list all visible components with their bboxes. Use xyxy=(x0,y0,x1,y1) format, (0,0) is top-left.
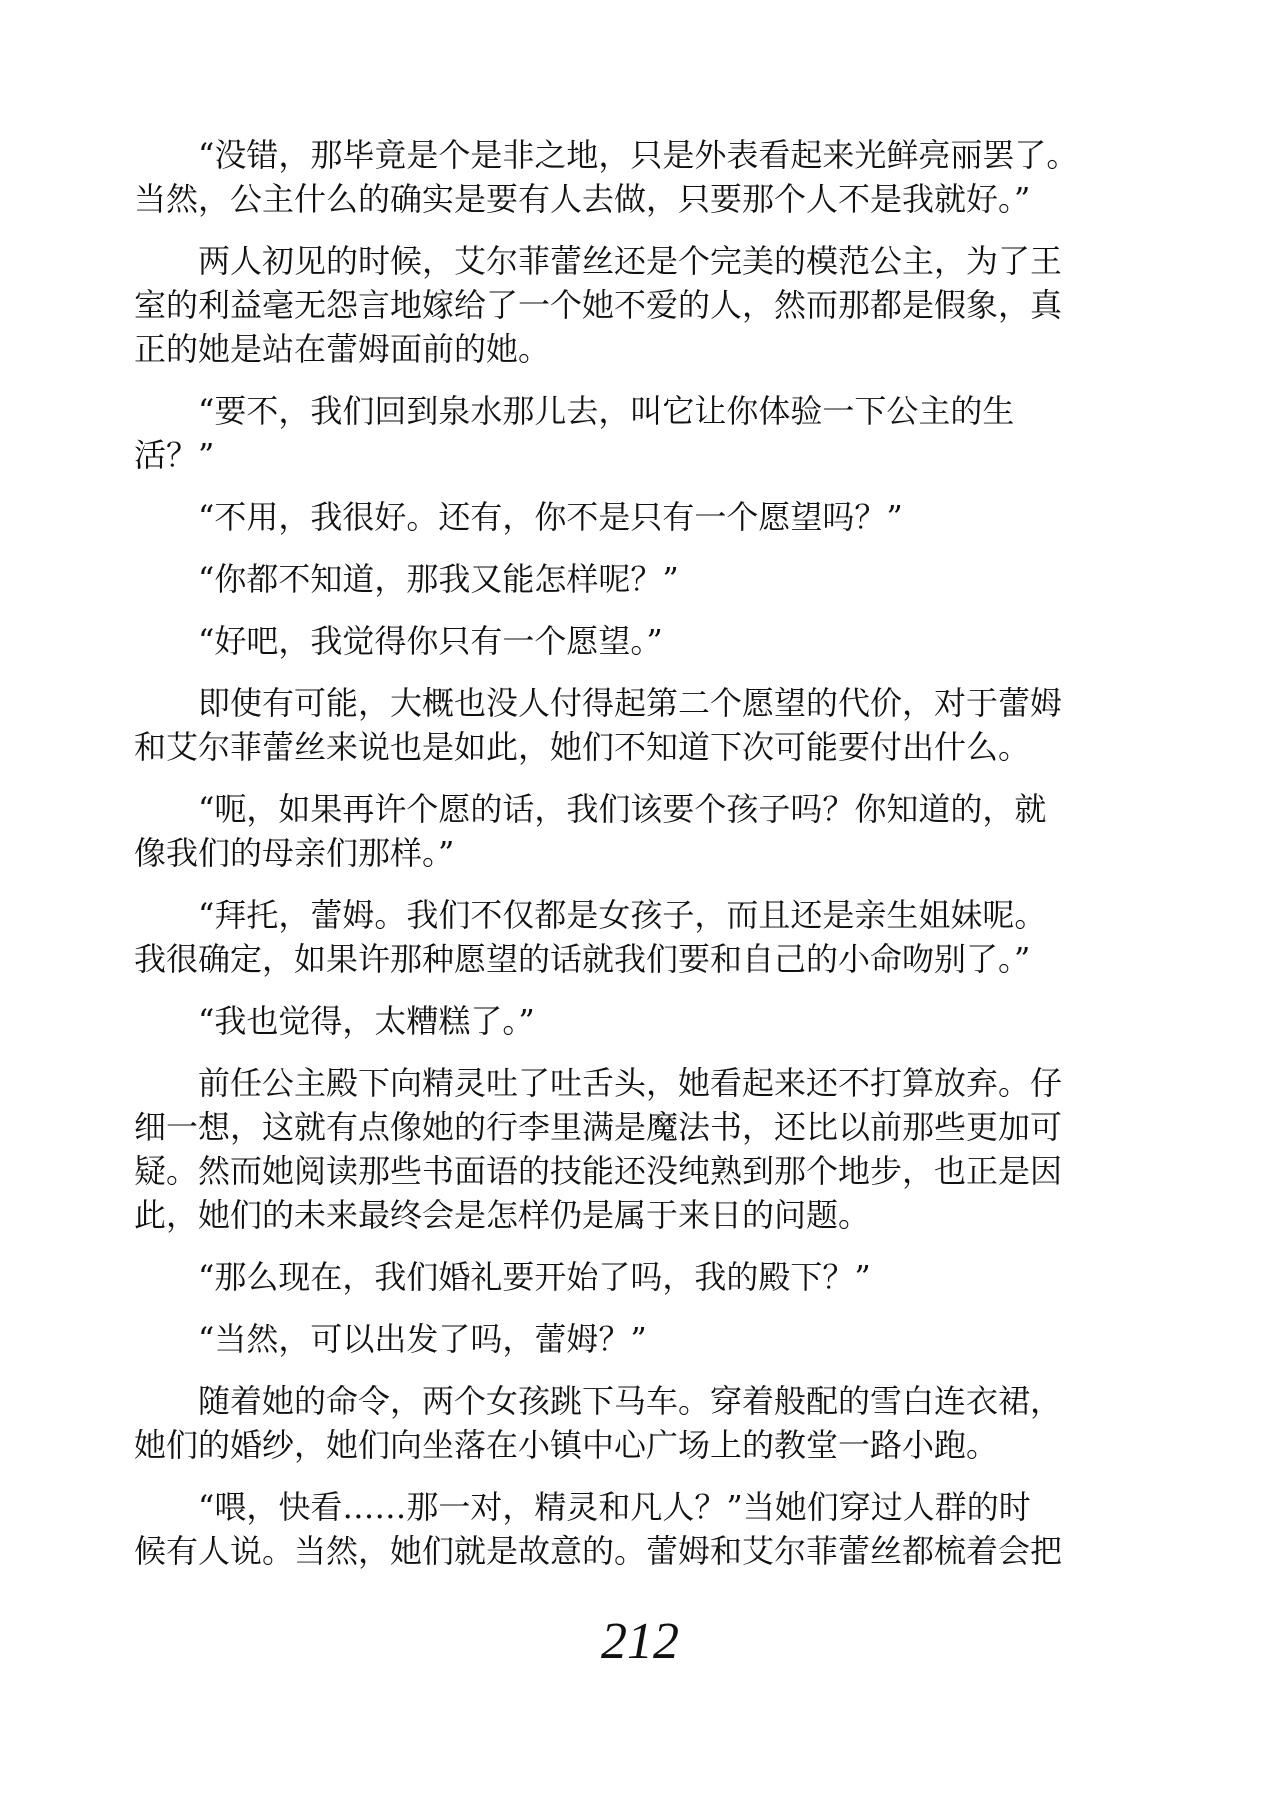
text-line: “当然，可以出发了吗，蕾姆？” xyxy=(198,1320,647,1358)
paragraph xyxy=(134,389,1074,477)
text-line: 前任公主殿下向精灵吐了吐舌头，她看起来还不打算放弃。仔 xyxy=(198,1064,1063,1102)
paragraph xyxy=(134,999,1074,1043)
text-line: “那么现在，我们婚礼要开始了吗，我的殿下？” xyxy=(198,1258,871,1296)
text-line: 细一想，这就有点像她的行李里满是魔法书，还比以前那些更加可 xyxy=(134,1108,1063,1146)
text-line: 此，她们的未来最终会是怎样仍是属于来日的问题。 xyxy=(134,1196,871,1234)
page-body xyxy=(134,133,1079,1591)
text-line: 活？” xyxy=(134,436,215,474)
paragraph xyxy=(134,1317,1074,1361)
text-line: “要不，我们回到泉水那儿去，叫它让你体验一下公主的生 xyxy=(198,392,1015,430)
text-line: “没错，那毕竟是个是非之地，只是外表看起来光鲜亮丽罢了。 xyxy=(198,136,1079,174)
paragraph xyxy=(134,133,1079,221)
text-line: 当然，公主什么的确实是要有人去做，只要那个人不是我就好。” xyxy=(134,180,1031,218)
page-number: 212 xyxy=(601,1613,679,1670)
paragraph xyxy=(134,619,1074,663)
text-line: 她们的婚纱，她们向坐落在小镇中心广场上的教堂一路小跑。 xyxy=(134,1426,999,1464)
text-line: “我也觉得，太糟糕了。” xyxy=(198,1002,535,1040)
paragraph xyxy=(134,495,1074,539)
paragraph xyxy=(134,1061,1074,1237)
text-line: 我很确定，如果许那种愿望的话就我们要和自己的小命吻别了。” xyxy=(134,940,1031,978)
paragraph xyxy=(134,681,1074,769)
paragraph xyxy=(134,1255,1074,1299)
text-line: 随着她的命令，两个女孩跳下马车。穿着般配的雪白连衣裙， xyxy=(198,1382,1063,1420)
text-line: 疑。然而她阅读那些书面语的技能还没纯熟到那个地步，也正是因 xyxy=(134,1152,1063,1190)
text-line: 室的利益毫无怨言地嫁给了一个她不爱的人，然而那都是假象，真 xyxy=(134,286,1063,324)
paragraph xyxy=(134,1379,1074,1467)
text-line: “不用，我很好。还有，你不是只有一个愿望吗？” xyxy=(198,498,903,536)
paragraph xyxy=(134,787,1074,875)
text-line: “呃，如果再许个愿的话，我们该要个孩子吗？你知道的，就 xyxy=(198,790,1047,828)
text-line: 即使有可能，大概也没人付得起第二个愿望的代价，对于蕾姆 xyxy=(198,684,1063,722)
text-line: 候有人说。当然，她们就是故意的。蕾姆和艾尔菲蕾丝都梳着会把 xyxy=(134,1532,1063,1570)
text-line: 像我们的母亲们那样。” xyxy=(134,834,455,872)
text-line: “好吧，我觉得你只有一个愿望。” xyxy=(198,622,663,660)
paragraph xyxy=(134,893,1074,981)
text-line: “你都不知道，那我又能怎样呢？” xyxy=(198,560,679,598)
paragraph xyxy=(134,557,1074,601)
text-line: “拜托，蕾姆。我们不仅都是女孩子，而且还是亲生姐妹呢。 xyxy=(198,896,1047,934)
text-line: “喂，快看……那一对，精灵和凡人？”当她们穿过人群的时 xyxy=(198,1488,1031,1526)
text-line: 正的她是站在蕾姆面前的她。 xyxy=(134,330,551,368)
paragraph xyxy=(134,239,1074,371)
paragraph xyxy=(134,1485,1074,1573)
text-line: 两人初见的时候，艾尔菲蕾丝还是个完美的模范公主，为了王 xyxy=(198,242,1063,280)
text-line: 和艾尔菲蕾丝来说也是如此，她们不知道下次可能要付出什么。 xyxy=(134,728,1031,766)
